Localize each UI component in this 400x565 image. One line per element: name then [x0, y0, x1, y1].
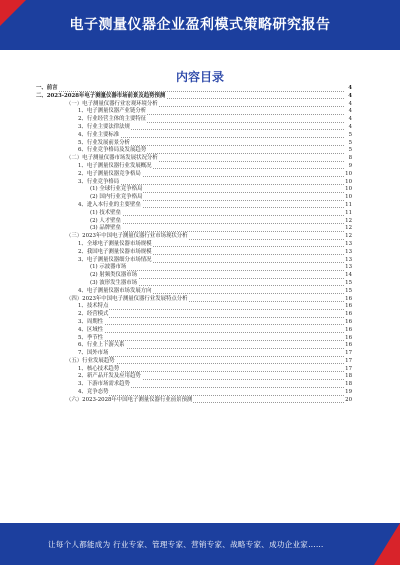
toc-entry[interactable] [36, 342, 352, 350]
toc-entry-title: 6、行业竞争格局及发展趋势 [78, 147, 147, 154]
toc-entry-title: (3) 品牌壁垒 [90, 225, 121, 232]
toc-leader-dots [90, 215, 344, 216]
toc-entry-page: 17 [345, 350, 352, 357]
toc-entry-title: 3、行业主要法律法规 [78, 123, 130, 130]
toc-entry-title: (2) 国内行业竞争格局 [90, 194, 143, 201]
toc-entry-title: (1) 技术壁垒 [90, 209, 121, 216]
toc-entry-page: 19 [345, 389, 352, 396]
toc-entry-page: 13 [345, 240, 352, 247]
toc-heading: 内容目录 [175, 70, 224, 84]
toc-entry[interactable] [36, 288, 352, 296]
toc-entry-page: 8 [348, 155, 352, 162]
toc-entry-title: 7、国外市场 [78, 350, 109, 357]
toc-leader-dots [78, 324, 344, 325]
toc-entry[interactable] [36, 179, 352, 187]
toc-leader-dots [90, 223, 344, 224]
toc-entry[interactable] [36, 132, 352, 140]
toc-entry-page: 16 [345, 303, 352, 310]
toc-entry-title: (2) 射频类仪器市场 [90, 272, 138, 279]
toc-entry-page: 16 [345, 326, 352, 333]
toc-entry-title: 1、全球电子测量仪器市场规模 [78, 240, 152, 247]
toc-entry-page: 4 [348, 108, 352, 115]
toc-entry-page: 5 [348, 139, 352, 146]
toc-entry-title: 1、核心技术趋势 [78, 365, 120, 372]
toc-entry-page: 4 [348, 116, 352, 123]
toc-entry[interactable] [36, 327, 352, 335]
toc-entry[interactable] [36, 194, 352, 202]
toc-entry-title: 5、行业发展前景分析 [78, 139, 130, 146]
toc-leader-dots [78, 395, 344, 396]
toc-entry[interactable] [36, 257, 352, 265]
toc-entry[interactable] [36, 311, 352, 319]
toc-leader-dots [78, 340, 344, 341]
toc-entry[interactable] [36, 272, 352, 280]
toc-entry-title: 2、行业经营主体的主要特征 [78, 116, 147, 123]
toc-entry-title: 2、我国电子测量仪器市场规模 [78, 248, 152, 255]
toc-entry-title: （四）2023年中国电子测量仪器行业发展特点分析 [66, 295, 188, 302]
toc-entry[interactable] [36, 249, 352, 257]
toc-entry[interactable] [36, 241, 352, 249]
toc-entry-page: 4 [348, 85, 352, 91]
toc-entry-title: (1) 全球行业竞争格局 [90, 186, 143, 193]
toc-entry[interactable] [36, 155, 352, 163]
toc-entry-title: 4、进入本行业的主要壁垒 [78, 201, 141, 208]
report-header [0, 0, 400, 50]
toc-entry-page: 16 [345, 342, 352, 349]
toc-entry-title: （五）行业发展趋势 [66, 357, 115, 364]
toc-entry[interactable] [36, 319, 352, 327]
toc-entry-page: 16 [345, 295, 352, 302]
toc-entry-title: 2、新产品开发及应用趋势 [78, 373, 141, 380]
toc-entry-title: 3、周期性 [78, 318, 103, 325]
toc-entry[interactable] [36, 171, 352, 179]
toc-entry[interactable] [36, 303, 352, 311]
toc-entry-title: 4、竞争态势 [78, 389, 109, 396]
toc-entry-page: 16 [345, 334, 352, 341]
toc-entry-page: 15 [345, 279, 352, 286]
toc-entry[interactable] [36, 124, 352, 132]
toc-entry-title: 1、技术特点 [78, 303, 109, 310]
toc-entry-title: 4、电子测量仪器市场发展方向 [78, 287, 152, 294]
toc-leader-dots [78, 356, 344, 357]
toc-entry-title: 2、经营模式 [78, 311, 109, 318]
footer-slogan: 让每个人都能成为 行业专家、管理专家、营销专家、战略专家、成功企业家…… [48, 540, 324, 549]
toc-entry-page: 16 [345, 311, 352, 318]
toc-entry-title: (3) 波形发生器市场 [90, 279, 138, 286]
toc-entry-page: 10 [345, 194, 352, 201]
footer-bar [0, 523, 400, 565]
toc-entry[interactable] [36, 147, 352, 155]
table-of-contents [36, 85, 352, 405]
toc-entry-page: 11 [345, 209, 352, 216]
toc-entry-page: 9 [348, 162, 352, 169]
toc-entry-page: 5 [348, 147, 352, 154]
toc-entry[interactable] [36, 280, 352, 288]
toc-leader-dots [78, 309, 344, 310]
toc-entry[interactable] [36, 264, 352, 272]
toc-entry-title: 1、电子测量仪器行业发展概况 [78, 162, 152, 169]
toc-leader-dots [78, 332, 344, 333]
toc-entry-page: 10 [345, 170, 352, 177]
toc-entry-page: 12 [345, 225, 352, 232]
toc-entry-page: 4 [348, 100, 352, 107]
toc-entry[interactable] [36, 116, 352, 124]
toc-entry-page: 4 [348, 92, 352, 99]
toc-entry-page: 18 [345, 381, 352, 388]
toc-entry[interactable] [36, 350, 352, 358]
toc-entry-title: (1) 示波器市场 [90, 264, 127, 271]
toc-entry[interactable] [36, 210, 352, 218]
toc-entry[interactable] [36, 397, 352, 405]
toc-entry-title: 3、电子测量仪器细分市场情况 [78, 256, 152, 263]
toc-entry-title: 3、行业竞争格局 [78, 178, 120, 185]
toc-entry[interactable] [36, 389, 352, 397]
toc-leader-dots [90, 231, 344, 232]
toc-entry[interactable] [36, 358, 352, 366]
toc-entry-page: 12 [345, 217, 352, 224]
toc-entry-page: 10 [345, 178, 352, 185]
toc-entry-page: 20 [345, 396, 352, 403]
toc-leader-dots [90, 270, 344, 271]
report-title: 电子测量仪器企业盈利模式策略研究报告 [69, 17, 331, 33]
toc-entry-title: （六）2023-2028年中国电子测量仪器行业前景预测 [66, 396, 193, 403]
toc-entry-title: 二、2023-2028年电子测量仪器市场前景及趋势预测 [36, 92, 166, 99]
toc-entry-page: 16 [345, 318, 352, 325]
toc-entry-title: (2) 人才壁垒 [90, 217, 121, 224]
toc-entry-title: 一、前言 [36, 85, 58, 91]
toc-entry-page: 13 [345, 248, 352, 255]
toc-entry-page: 18 [345, 373, 352, 380]
toc-entry-page: 14 [345, 272, 352, 279]
toc-entry-title: 4、区域性 [78, 326, 103, 333]
toc-entry[interactable] [36, 381, 352, 389]
footer-red-corner [374, 523, 400, 565]
toc-entry-title: 2、电子测量仪器竞争格局 [78, 170, 141, 177]
toc-entry-title: 5、季节性 [78, 334, 103, 341]
toc-entry[interactable] [36, 225, 352, 233]
toc-entry-page: 10 [345, 186, 352, 193]
toc-entry-title: （一）电子测量仪器行业宏观环境分析 [66, 100, 158, 107]
toc-entry-title: （三）2023年中国电子测量仪器行业市场现状分析 [66, 233, 188, 240]
toc-entry[interactable] [36, 163, 352, 171]
toc-entry-page: 17 [345, 357, 352, 364]
toc-entry-title: （二）电子测量仪器市场发展状况分析 [66, 155, 158, 162]
toc-entry-page: 4 [348, 123, 352, 130]
toc-entry-page: 13 [345, 256, 352, 263]
toc-entry[interactable] [36, 85, 352, 93]
toc-entry[interactable] [36, 218, 352, 226]
toc-entry[interactable] [36, 202, 352, 210]
toc-entry[interactable] [36, 233, 352, 241]
toc-entry[interactable] [36, 186, 352, 194]
toc-leader-dots [36, 91, 344, 92]
toc-entry-page: 12 [345, 233, 352, 240]
toc-entry-title: 3、下游市场需求趋势 [78, 381, 130, 388]
toc-entry-title: 6、行业上下游关系 [78, 342, 125, 349]
toc-entry-page: 17 [345, 365, 352, 372]
toc-entry-page: 13 [345, 264, 352, 271]
toc-entry-page: 5 [348, 131, 352, 138]
toc-entry-page: 15 [345, 287, 352, 294]
toc-entry-title: 4、行业主要标准 [78, 131, 120, 138]
toc-entry-title: 1、电子测量仪器产业链分析 [78, 108, 147, 115]
toc-leader-dots [78, 317, 344, 318]
toc-entry[interactable] [36, 93, 352, 101]
toc-entry-page: 11 [345, 201, 352, 208]
